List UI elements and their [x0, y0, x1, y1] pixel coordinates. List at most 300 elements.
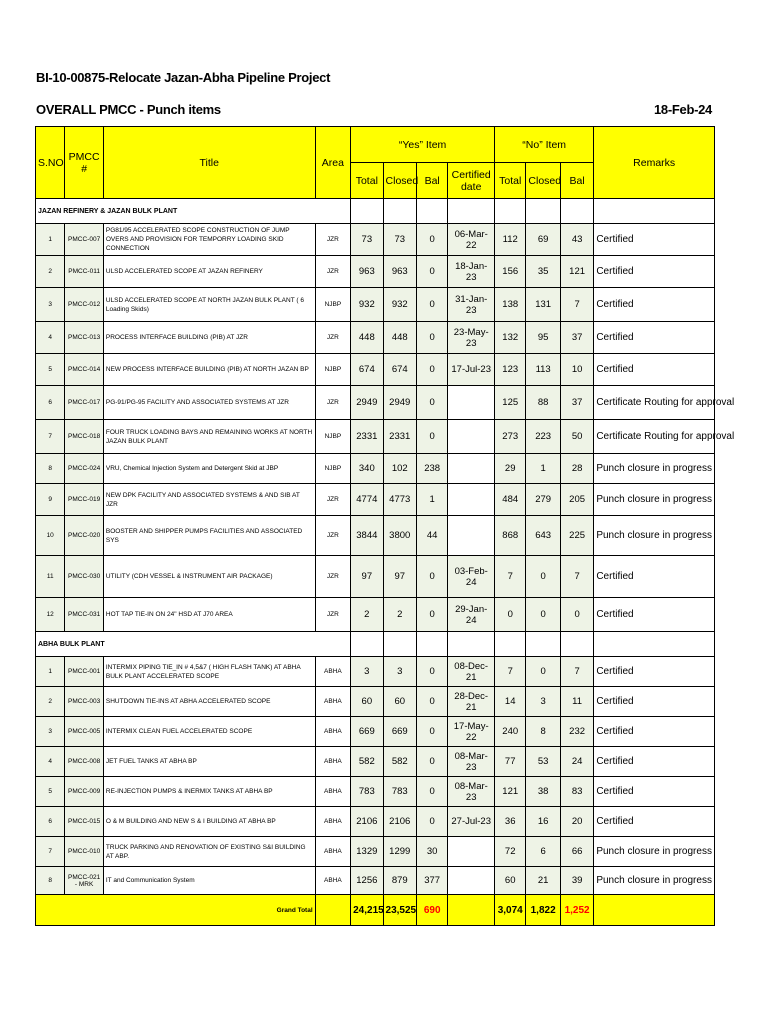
table-row — [36, 777, 715, 807]
row-sno: 11 — [36, 556, 65, 598]
yes-total: 448 — [351, 322, 383, 354]
table-row — [36, 717, 715, 747]
remarks: Punch closure in progress — [594, 454, 715, 484]
certified-date: 18-Jan-23 — [448, 256, 495, 288]
no-closed: 35 — [526, 256, 560, 288]
yes-closed: 4773 — [383, 484, 416, 516]
row-area: ABHA — [315, 687, 350, 717]
row-sno: 10 — [36, 516, 65, 556]
row-area: JZR — [315, 516, 350, 556]
grand-total-row — [36, 895, 715, 926]
no-bal: 7 — [560, 657, 593, 687]
table-row — [36, 867, 715, 895]
row-title: IT and Communication System — [103, 867, 315, 895]
row-area: ABHA — [315, 717, 350, 747]
row-pmcc: PMCC-008 — [65, 747, 104, 777]
yes-total: 3 — [351, 657, 383, 687]
row-pmcc: PMCC-017 — [65, 386, 104, 420]
row-title: FOUR TRUCK LOADING BAYS AND REMAINING WORKS AT NORTH JAZAN BULK PLANT — [103, 420, 315, 454]
yes-closed: 102 — [383, 454, 416, 484]
row-title: INTERMIX PIPING TIE_IN # 4,5&7 ( HIGH FLASH TANK) AT ABHA BULK PLANT ACCELERATED SCOPE — [103, 657, 315, 687]
table-row — [36, 687, 715, 717]
no-bal: 232 — [560, 717, 593, 747]
yes-closed: 3 — [383, 657, 416, 687]
no-bal: 24 — [560, 747, 593, 777]
row-area: NJBP — [315, 288, 350, 322]
yes-closed: 60 — [383, 687, 416, 717]
row-sno: 7 — [36, 837, 65, 867]
yes-total: 97 — [351, 556, 383, 598]
row-sno: 3 — [36, 288, 65, 322]
row-pmcc: PMCC-021 - MRK — [65, 867, 104, 895]
table-row — [36, 454, 715, 484]
empty-cell — [383, 632, 416, 657]
yes-bal: 0 — [416, 224, 447, 256]
yes-bal: 0 — [416, 657, 447, 687]
row-title: NEW DPK FACILITY AND ASSOCIATED SYSTEMS & AND SIB AT JZR — [103, 484, 315, 516]
row-sno: 12 — [36, 598, 65, 632]
row-area: JZR — [315, 386, 350, 420]
certified-date: 08-Mar-23 — [448, 777, 495, 807]
no-total: 7 — [495, 556, 526, 598]
no-closed: 223 — [526, 420, 560, 454]
row-sno: 3 — [36, 717, 65, 747]
remarks: Certified — [594, 657, 715, 687]
row-sno: 8 — [36, 454, 65, 484]
grand-certified-date — [448, 895, 495, 926]
remarks: Certified — [594, 322, 715, 354]
row-title: UTILITY (CDH VESSEL & INSTRUMENT AIR PACKAGE) — [103, 556, 315, 598]
row-sno: 4 — [36, 322, 65, 354]
remarks: Certified — [594, 256, 715, 288]
row-area: ABHA — [315, 807, 350, 837]
yes-closed: 3800 — [383, 516, 416, 556]
no-bal: 225 — [560, 516, 593, 556]
row-pmcc: PMCC-007 — [65, 224, 104, 256]
row-pmcc: PMCC-005 — [65, 717, 104, 747]
no-bal: 205 — [560, 484, 593, 516]
no-total: 138 — [495, 288, 526, 322]
report-subtitle: OVERALL PMCC - Punch items — [36, 102, 221, 117]
yes-bal: 0 — [416, 322, 447, 354]
certified-date: 06-Mar-22 — [448, 224, 495, 256]
row-sno: 1 — [36, 224, 65, 256]
section-title: ABHA BULK PLANT — [36, 632, 351, 657]
yes-bal: 1 — [416, 484, 447, 516]
yes-total: 340 — [351, 454, 383, 484]
no-bal: 37 — [560, 386, 593, 420]
remarks: Certified — [594, 717, 715, 747]
grand-yes-bal: 690 — [416, 895, 447, 926]
remarks: Certified — [594, 777, 715, 807]
col-yes-total: Total — [351, 163, 383, 199]
row-sno: 4 — [36, 747, 65, 777]
empty-cell — [351, 199, 383, 224]
row-title: PROCESS INTERFACE BUILDING (PIB) AT JZR — [103, 322, 315, 354]
no-total: 123 — [495, 354, 526, 386]
no-closed: 69 — [526, 224, 560, 256]
row-pmcc: PMCC-010 — [65, 837, 104, 867]
no-closed: 0 — [526, 598, 560, 632]
empty-cell — [526, 199, 560, 224]
col-yes-closed: Closed — [383, 163, 416, 199]
row-title: INTERMIX CLEAN FUEL ACCELERATED SCOPE — [103, 717, 315, 747]
row-pmcc: PMCC-013 — [65, 322, 104, 354]
no-bal: 10 — [560, 354, 593, 386]
remarks: Certified — [594, 288, 715, 322]
yes-bal: 0 — [416, 256, 447, 288]
remarks: Certified — [594, 747, 715, 777]
no-closed: 53 — [526, 747, 560, 777]
no-total: 484 — [495, 484, 526, 516]
no-total: 36 — [495, 807, 526, 837]
no-closed: 38 — [526, 777, 560, 807]
yes-bal: 0 — [416, 556, 447, 598]
row-area: NJBP — [315, 454, 350, 484]
row-title: ULSD ACCELERATED SCOPE AT NORTH JAZAN BULK PLANT ( 6 Loading Skids) — [103, 288, 315, 322]
no-bal: 50 — [560, 420, 593, 454]
yes-total: 669 — [351, 717, 383, 747]
row-title: TRUCK PARKING AND RENOVATION OF EXISTING S&I BUILDING AT ABP. — [103, 837, 315, 867]
row-title: NEW PROCESS INTERFACE BUILDING (PIB) AT NORTH JAZAN BP — [103, 354, 315, 386]
yes-total: 3844 — [351, 516, 383, 556]
yes-total: 674 — [351, 354, 383, 386]
certified-date: 08-Mar-23 — [448, 747, 495, 777]
section-row — [36, 632, 715, 657]
certified-date: 08-Dec-21 — [448, 657, 495, 687]
row-pmcc: PMCC-003 — [65, 687, 104, 717]
yes-total: 2 — [351, 598, 383, 632]
row-title: VRU, Chemical Injection System and Detergent Skid at JBP — [103, 454, 315, 484]
col-no-group: “No” Item — [495, 127, 594, 163]
empty-cell — [594, 632, 715, 657]
row-area: ABHA — [315, 777, 350, 807]
no-bal: 66 — [560, 837, 593, 867]
remarks: Punch closure in progress — [594, 867, 715, 895]
col-certified-date: Certified date — [448, 163, 495, 199]
certified-date — [448, 516, 495, 556]
yes-bal: 238 — [416, 454, 447, 484]
certified-date: 23-May-23 — [448, 322, 495, 354]
row-area: JZR — [315, 256, 350, 288]
yes-closed: 73 — [383, 224, 416, 256]
empty-cell — [495, 199, 526, 224]
grand-remarks — [594, 895, 715, 926]
table-row — [36, 747, 715, 777]
row-pmcc: PMCC-030 — [65, 556, 104, 598]
report-date: 18-Feb-24 — [654, 102, 712, 117]
no-bal: 83 — [560, 777, 593, 807]
no-closed: 643 — [526, 516, 560, 556]
col-no-closed: Closed — [526, 163, 560, 199]
table-row — [36, 224, 715, 256]
empty-cell — [416, 199, 447, 224]
row-sno: 9 — [36, 484, 65, 516]
row-area: JZR — [315, 322, 350, 354]
no-total: 273 — [495, 420, 526, 454]
row-title: ULSD ACCELERATED SCOPE AT JAZAN REFINERY — [103, 256, 315, 288]
no-total: 77 — [495, 747, 526, 777]
no-closed: 88 — [526, 386, 560, 420]
remarks: Certified — [594, 556, 715, 598]
remarks: Certificate Routing for approval — [594, 386, 715, 420]
section-title: JAZAN REFINERY & JAZAN BULK PLANT — [36, 199, 351, 224]
grand-no-bal: 1,252 — [560, 895, 593, 926]
no-total: 60 — [495, 867, 526, 895]
empty-cell — [526, 632, 560, 657]
no-total: 125 — [495, 386, 526, 420]
no-bal: 11 — [560, 687, 593, 717]
col-yes-bal: Bal — [416, 163, 447, 199]
row-sno: 5 — [36, 777, 65, 807]
grand-total-area — [315, 895, 350, 926]
yes-bal: 0 — [416, 747, 447, 777]
remarks: Certified — [594, 598, 715, 632]
yes-bal: 0 — [416, 807, 447, 837]
no-bal: 121 — [560, 256, 593, 288]
no-bal: 20 — [560, 807, 593, 837]
yes-total: 1256 — [351, 867, 383, 895]
no-closed: 3 — [526, 687, 560, 717]
certified-date: 17-Jul-23 — [448, 354, 495, 386]
remarks: Certified — [594, 224, 715, 256]
row-title: O & M BUILDING AND NEW S & I BUILDING AT ABHA BP — [103, 807, 315, 837]
yes-closed: 448 — [383, 322, 416, 354]
empty-cell — [495, 632, 526, 657]
yes-bal: 30 — [416, 837, 447, 867]
table-row — [36, 386, 715, 420]
yes-total: 73 — [351, 224, 383, 256]
row-sno: 8 — [36, 867, 65, 895]
grand-yes-total: 24,215 — [351, 895, 383, 926]
no-total: 240 — [495, 717, 526, 747]
no-closed: 6 — [526, 837, 560, 867]
no-closed: 0 — [526, 657, 560, 687]
col-no-total: Total — [495, 163, 526, 199]
row-area: NJBP — [315, 420, 350, 454]
yes-total: 60 — [351, 687, 383, 717]
row-area: JZR — [315, 598, 350, 632]
no-closed: 95 — [526, 322, 560, 354]
section-row — [36, 199, 715, 224]
row-pmcc: PMCC-020 — [65, 516, 104, 556]
row-pmcc: PMCC-012 — [65, 288, 104, 322]
yes-bal: 0 — [416, 386, 447, 420]
yes-bal: 377 — [416, 867, 447, 895]
row-area: ABHA — [315, 837, 350, 867]
row-pmcc: PMCC-001 — [65, 657, 104, 687]
no-bal: 43 — [560, 224, 593, 256]
empty-cell — [383, 199, 416, 224]
row-sno: 2 — [36, 687, 65, 717]
row-sno: 1 — [36, 657, 65, 687]
yes-bal: 0 — [416, 777, 447, 807]
empty-cell — [560, 632, 593, 657]
yes-total: 4774 — [351, 484, 383, 516]
certified-date: 29-Jan-24 — [448, 598, 495, 632]
yes-bal: 0 — [416, 598, 447, 632]
no-total: 112 — [495, 224, 526, 256]
row-sno: 2 — [36, 256, 65, 288]
yes-bal: 0 — [416, 717, 447, 747]
row-pmcc: PMCC-024 — [65, 454, 104, 484]
yes-total: 582 — [351, 747, 383, 777]
table-row — [36, 484, 715, 516]
row-title: BOOSTER AND SHIPPER PUMPS FACILITIES AND ASSOCIATED SYS — [103, 516, 315, 556]
col-sno: S.NO — [36, 127, 65, 199]
yes-closed: 97 — [383, 556, 416, 598]
no-closed: 1 — [526, 454, 560, 484]
yes-bal: 0 — [416, 420, 447, 454]
yes-closed: 879 — [383, 867, 416, 895]
table-row — [36, 516, 715, 556]
remarks: Punch closure in progress — [594, 837, 715, 867]
certified-date — [448, 386, 495, 420]
no-bal: 7 — [560, 288, 593, 322]
yes-closed: 2331 — [383, 420, 416, 454]
remarks: Certified — [594, 354, 715, 386]
col-area: Area — [315, 127, 350, 199]
row-pmcc: PMCC-014 — [65, 354, 104, 386]
no-closed: 16 — [526, 807, 560, 837]
yes-closed: 674 — [383, 354, 416, 386]
no-closed: 8 — [526, 717, 560, 747]
row-area: JZR — [315, 484, 350, 516]
col-remarks: Remarks — [594, 127, 715, 199]
yes-total: 2331 — [351, 420, 383, 454]
no-bal: 37 — [560, 322, 593, 354]
no-closed: 21 — [526, 867, 560, 895]
yes-bal: 0 — [416, 354, 447, 386]
yes-total: 783 — [351, 777, 383, 807]
row-sno: 6 — [36, 807, 65, 837]
row-title: HOT TAP TIE-IN ON 24" HSD AT J70 AREA — [103, 598, 315, 632]
certified-date — [448, 837, 495, 867]
no-total: 72 — [495, 837, 526, 867]
no-total: 29 — [495, 454, 526, 484]
no-bal: 39 — [560, 867, 593, 895]
row-title: SHUTDOWN TIE-INS AT ABHA ACCELERATED SCOPE — [103, 687, 315, 717]
punch-items-table — [35, 126, 735, 926]
yes-bal: 0 — [416, 288, 447, 322]
row-title: PG81/95 ACCELERATED SCOPE CONSTRUCTION OF JUMP OVERS AND PROVISION FOR TEMPORRY LOADING SKID CONNECTION — [103, 224, 315, 256]
remarks: Certificate Routing for approval — [594, 420, 715, 454]
col-yes-group: “Yes” Item — [351, 127, 495, 163]
empty-cell — [416, 632, 447, 657]
certified-date — [448, 420, 495, 454]
yes-total: 963 — [351, 256, 383, 288]
table-row — [36, 598, 715, 632]
no-total: 0 — [495, 598, 526, 632]
certified-date — [448, 454, 495, 484]
certified-date: 31-Jan-23 — [448, 288, 495, 322]
yes-closed: 669 — [383, 717, 416, 747]
row-pmcc: PMCC-019 — [65, 484, 104, 516]
yes-closed: 2949 — [383, 386, 416, 420]
certified-date: 28-Dec-21 — [448, 687, 495, 717]
no-total: 156 — [495, 256, 526, 288]
grand-no-total: 3,074 — [495, 895, 526, 926]
table-row — [36, 420, 715, 454]
yes-total: 1329 — [351, 837, 383, 867]
col-no-bal: Bal — [560, 163, 593, 199]
no-bal: 0 — [560, 598, 593, 632]
no-bal: 28 — [560, 454, 593, 484]
certified-date — [448, 867, 495, 895]
certified-date: 03-Feb-24 — [448, 556, 495, 598]
remarks: Certified — [594, 687, 715, 717]
row-area: JZR — [315, 224, 350, 256]
table-row — [36, 657, 715, 687]
table-row — [36, 256, 715, 288]
yes-closed: 2 — [383, 598, 416, 632]
row-pmcc: PMCC-011 — [65, 256, 104, 288]
row-title: JET FUEL TANKS AT ABHA BP — [103, 747, 315, 777]
no-closed: 131 — [526, 288, 560, 322]
table-row — [36, 807, 715, 837]
grand-no-closed: 1,822 — [526, 895, 560, 926]
remarks: Punch closure in progress — [594, 516, 715, 556]
yes-bal: 44 — [416, 516, 447, 556]
certified-date: 27-Jul-23 — [448, 807, 495, 837]
row-area: ABHA — [315, 867, 350, 895]
yes-closed: 1299 — [383, 837, 416, 867]
yes-closed: 963 — [383, 256, 416, 288]
yes-bal: 0 — [416, 687, 447, 717]
project-title: BI-10-00875-Relocate Jazan-Abha Pipeline Project — [36, 70, 331, 85]
grand-yes-closed: 23,525 — [383, 895, 416, 926]
table-row — [36, 354, 715, 386]
empty-cell — [594, 199, 715, 224]
no-total: 132 — [495, 322, 526, 354]
table-row — [36, 837, 715, 867]
row-title: RE-INJECTION PUMPS & INERMIX TANKS AT ABHA BP — [103, 777, 315, 807]
no-total: 868 — [495, 516, 526, 556]
empty-cell — [448, 199, 495, 224]
row-pmcc: PMCC-015 — [65, 807, 104, 837]
table-row — [36, 288, 715, 322]
yes-total: 2106 — [351, 807, 383, 837]
no-total: 7 — [495, 657, 526, 687]
empty-cell — [560, 199, 593, 224]
certified-date: 17-May-22 — [448, 717, 495, 747]
no-bal: 7 — [560, 556, 593, 598]
row-area: NJBP — [315, 354, 350, 386]
row-sno: 5 — [36, 354, 65, 386]
row-pmcc: PMCC-018 — [65, 420, 104, 454]
yes-closed: 783 — [383, 777, 416, 807]
no-closed: 279 — [526, 484, 560, 516]
certified-date — [448, 484, 495, 516]
no-closed: 113 — [526, 354, 560, 386]
row-title: PG-91/PG-95 FACILITY AND ASSOCIATED SYSTEMS AT JZR — [103, 386, 315, 420]
yes-closed: 932 — [383, 288, 416, 322]
yes-closed: 2106 — [383, 807, 416, 837]
no-closed: 0 — [526, 556, 560, 598]
row-sno: 6 — [36, 386, 65, 420]
row-pmcc: PMCC-009 — [65, 777, 104, 807]
col-pmcc: PMCC # — [65, 127, 104, 199]
row-area: ABHA — [315, 747, 350, 777]
no-total: 14 — [495, 687, 526, 717]
no-total: 121 — [495, 777, 526, 807]
remarks: Certified — [594, 807, 715, 837]
table-row — [36, 556, 715, 598]
yes-total: 932 — [351, 288, 383, 322]
empty-cell — [448, 632, 495, 657]
remarks: Punch closure in progress — [594, 484, 715, 516]
table-row — [36, 322, 715, 354]
